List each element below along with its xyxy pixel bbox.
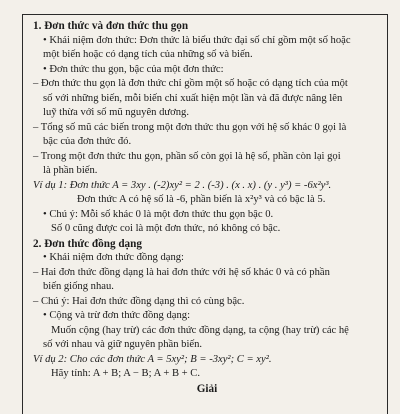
example-1-line: Ví dụ 1: Đơn thức A = 3xy . (-2)xy² = 2 . (-3) . (x . x) . (y . y³) = -6x²y³. (33, 179, 332, 191)
definition-line: số với những biến, mỗi biến chỉ xuất hiện một lần và đã được nâng lên (43, 92, 343, 104)
section-2-heading: 2. Đơn thức đồng dạng (33, 237, 142, 250)
definition-line: • Khái niệm đơn thức: Đơn thức là biểu thức đại số chỉ gồm một số hoặc (43, 34, 351, 46)
similar-line: – Hai đơn thức đồng dạng là hai đơn thức với hệ số khác 0 và có phần (33, 266, 330, 278)
example-2-line: Ví dụ 2: Cho các đơn thức A = 5xy²; B = -3xy²; C = xy². (33, 353, 272, 365)
example-1-line: Đơn thức A có hệ số là -6, phần biến là x²y³ và có bậc là 5. (77, 194, 326, 205)
definition-line: – Đơn thức thu gọn là đơn thức chỉ gồm một số hoặc có dạng tích của một (33, 78, 348, 89)
definition-line: là phần biến. (43, 165, 98, 176)
definition-line: – Trong một đơn thức thu gọn, phần số còn gọi là hệ số, phần còn lại gọi (33, 150, 341, 162)
similar-line: • Cộng và trừ đơn thức đồng dạng: (43, 310, 191, 321)
solution-heading: Giải (196, 382, 218, 395)
example-2-line: Hãy tính: A + B; A − B; A + B + C. (51, 368, 200, 379)
note-line: Số 0 cũng được coi là một đơn thức, nó không có bậc. (51, 223, 281, 234)
note-line: • Chú ý: Mỗi số khác 0 là một đơn thức thu gọn bậc 0. (43, 208, 274, 220)
definition-line: một biến hoặc có dạng tích của những số và biến. (43, 49, 253, 60)
definition-line: • Đơn thức thu gọn, bậc của một đơn thức: (43, 63, 224, 75)
definition-line: bậc của đơn thức đó. (43, 136, 132, 147)
similar-line: số với nhau và giữ nguyên phần biến. (43, 339, 203, 350)
definition-line: – Tổng số mũ các biến trong một đơn thức thu gọn với hệ số khác 0 gọi là (33, 121, 347, 133)
definition-line: luỹ thừa với số mũ nguyên dương. (43, 107, 189, 118)
similar-line: biến giống nhau. (43, 281, 114, 292)
similar-line: • Khái niệm đơn thức đồng dạng: (43, 252, 184, 263)
similar-line: – Chú ý: Hai đơn thức đồng dạng thì có cùng bậc. (33, 295, 245, 307)
similar-line: Muốn cộng (hay trừ) các đơn thức đồng dạng, ta cộng (hay trừ) các hệ (51, 324, 349, 336)
section-1-heading: 1. Đơn thức và đơn thức thu gọn (33, 20, 189, 32)
document-page (22, 14, 388, 414)
